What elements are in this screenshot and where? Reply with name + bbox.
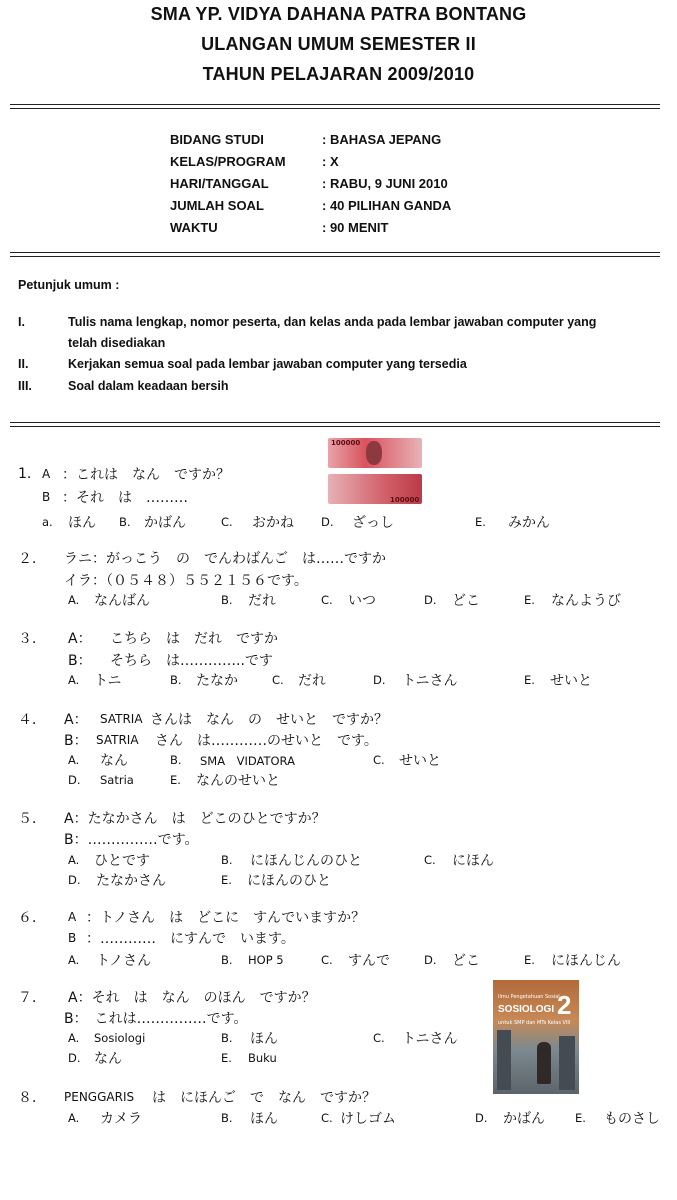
question-text: そちら は…………..です bbox=[110, 653, 273, 669]
info-label: KELAS/PROGRAM bbox=[170, 154, 286, 169]
question-text: B：……………です。 bbox=[64, 832, 199, 848]
book-subtitle: Ilmu Pengetahuan Sosial bbox=[498, 994, 560, 1000]
sosiologi-book-cover bbox=[493, 980, 579, 1094]
option-label: A. bbox=[68, 953, 80, 967]
option-text: ほん bbox=[250, 1111, 278, 1127]
question-word: PENGGARIS bbox=[64, 1090, 135, 1104]
option-text: だれ bbox=[298, 673, 326, 689]
info-value: : RABU, 9 JUNI 2010 bbox=[322, 176, 448, 191]
instructions-heading: Petunjuk umum : bbox=[18, 278, 120, 292]
option-text: なんようび bbox=[551, 593, 621, 609]
option-text: たなかさん bbox=[96, 873, 166, 889]
divider bbox=[10, 108, 660, 109]
instruction-number: I. bbox=[18, 315, 25, 329]
option-text: ものさし bbox=[604, 1111, 660, 1127]
banknote-value: 100000 bbox=[390, 496, 420, 504]
option-text: トニさん bbox=[402, 673, 458, 689]
option-label: B. bbox=[170, 673, 182, 687]
question-number: ５． bbox=[18, 811, 46, 827]
question-text: イラ：（０５４８）５５２１５６です。 bbox=[64, 573, 308, 589]
option-text: HOP 5 bbox=[248, 953, 284, 967]
question-text: ：これは なん ですか？ bbox=[62, 467, 230, 483]
option-label: E. bbox=[221, 873, 232, 887]
question-text: ：トノさん は どこに すんでいますか？ bbox=[86, 910, 366, 926]
option-text: なんのせいと bbox=[196, 773, 280, 789]
option-label: A. bbox=[68, 1031, 80, 1045]
option-label: C. bbox=[221, 515, 233, 529]
question-text: ：………… にすんで います。 bbox=[86, 931, 295, 947]
question-number: ６． bbox=[18, 910, 46, 926]
speaker-label: B： bbox=[64, 733, 88, 749]
question-text: は にほんご で なん ですか？ bbox=[152, 1090, 376, 1106]
option-text: なんばん bbox=[94, 593, 150, 609]
portrait-shape bbox=[366, 441, 382, 465]
banknote-front bbox=[328, 438, 422, 468]
book-subtitle: untuk SMP dan MTs Kelas VIII bbox=[498, 1020, 571, 1026]
question-text: A：たなかさん は どこのひとですか？ bbox=[64, 811, 326, 827]
question-text: さんは なん の せいと ですか？ bbox=[150, 712, 388, 728]
option-label: C. bbox=[373, 1031, 385, 1045]
option-text: カメラ bbox=[100, 1111, 142, 1127]
book-number: 2 bbox=[557, 990, 572, 1020]
info-value: : BAHASA JEPANG bbox=[322, 132, 442, 147]
student-name: SATRIA bbox=[100, 712, 143, 726]
option-label: D. bbox=[424, 953, 437, 967]
option-label: E. bbox=[170, 773, 181, 787]
speaker-label: A bbox=[68, 910, 77, 924]
option-label: E. bbox=[575, 1111, 586, 1125]
option-label: C. bbox=[373, 753, 385, 767]
option-label: B. bbox=[221, 953, 233, 967]
option-text: なん bbox=[94, 1051, 122, 1067]
option-text: Buku bbox=[248, 1051, 277, 1065]
question-number: ７． bbox=[18, 990, 46, 1006]
info-value: : 40 PILIHAN GANDA bbox=[322, 198, 452, 213]
option-label: E. bbox=[524, 593, 535, 607]
building-shape bbox=[497, 1030, 511, 1090]
option-label: E. bbox=[475, 515, 486, 529]
option-label: A. bbox=[68, 853, 80, 867]
option-text: ほん bbox=[250, 1031, 278, 1047]
info-label: HARI/TANGGAL bbox=[170, 176, 269, 191]
school-title: SMA YP. VIDYA DAHANA PATRA BONTANG bbox=[150, 4, 527, 24]
option-label: A. bbox=[68, 1111, 80, 1125]
option-text: Sosiologi bbox=[94, 1031, 146, 1045]
instruction-number: III. bbox=[18, 379, 32, 393]
option-label: B. bbox=[119, 515, 131, 529]
option-text: Satria bbox=[100, 773, 134, 787]
question-text: A：それ は なん のほん ですか？ bbox=[68, 990, 316, 1006]
option-text: ざっし bbox=[352, 515, 394, 531]
option-label: D. bbox=[475, 1111, 488, 1125]
divider bbox=[10, 104, 660, 105]
option-label: B. bbox=[170, 753, 182, 767]
question-text: こちら は だれ ですか bbox=[110, 631, 278, 647]
speaker-label: A： bbox=[68, 631, 92, 647]
question-number: ３． bbox=[18, 631, 46, 647]
option-text: なん bbox=[100, 753, 128, 769]
option-text: だれ bbox=[248, 593, 276, 609]
option-label: a. bbox=[42, 515, 53, 529]
option-text: かばん bbox=[144, 515, 186, 531]
info-label: WAKTU bbox=[170, 220, 218, 235]
option-label: B. bbox=[221, 853, 233, 867]
option-text: どこ bbox=[452, 953, 480, 969]
figure-shape bbox=[537, 1042, 551, 1084]
banknote-value: 100000 bbox=[331, 439, 361, 447]
speaker-label: A： bbox=[64, 712, 88, 728]
question-number: ２． bbox=[18, 551, 46, 567]
option-text: にほんじんのひと bbox=[250, 853, 362, 869]
option-label: B. bbox=[221, 1031, 233, 1045]
divider bbox=[10, 256, 660, 257]
option-label: E. bbox=[524, 953, 535, 967]
question-text: B： これは……………です。 bbox=[64, 1011, 248, 1027]
option-label: A. bbox=[68, 593, 80, 607]
option-label: C. bbox=[321, 953, 333, 967]
banknote-back bbox=[328, 474, 422, 504]
option-text: せいと bbox=[550, 673, 592, 689]
divider bbox=[10, 252, 660, 253]
option-text: にほん bbox=[452, 853, 494, 869]
option-label: B. bbox=[221, 1111, 233, 1125]
speaker-label: A bbox=[42, 467, 51, 481]
instruction-text: telah disediakan bbox=[68, 336, 166, 350]
option-label: E. bbox=[524, 673, 535, 687]
speaker-label: B bbox=[68, 931, 77, 945]
question-number: ８． bbox=[18, 1090, 46, 1106]
divider bbox=[10, 426, 660, 427]
info-label: BIDANG STUDI bbox=[170, 132, 264, 147]
option-label: D. bbox=[321, 515, 334, 529]
option-text: けしゴム bbox=[340, 1111, 396, 1127]
option-text: トニ bbox=[94, 673, 122, 689]
exam-title: ULANGAN UMUM SEMESTER II bbox=[201, 34, 476, 54]
book-title: SOSIOLOGI bbox=[498, 1004, 555, 1015]
option-text: にほんじん bbox=[551, 953, 621, 969]
option-label: E. bbox=[221, 1051, 232, 1065]
option-label: C. bbox=[424, 853, 436, 867]
option-text: どこ bbox=[452, 593, 480, 609]
option-label: D. bbox=[424, 593, 437, 607]
banknote-image bbox=[328, 438, 422, 504]
option-label: D. bbox=[68, 773, 81, 787]
question-text: ：それ は ……… bbox=[62, 490, 188, 506]
option-label: D. bbox=[373, 673, 386, 687]
info-value: : X bbox=[322, 154, 339, 169]
option-label: C. bbox=[321, 1111, 333, 1125]
option-text: いつ bbox=[348, 593, 376, 609]
instruction-text: Tulis nama lengkap, nomor peserta, dan kelas anda pada lembar jawaban computer yang bbox=[68, 315, 597, 329]
instruction-text: Soal dalam keadaan bersih bbox=[68, 379, 229, 393]
building-shape bbox=[559, 1036, 575, 1090]
option-text: かばん bbox=[503, 1111, 545, 1127]
instruction-text: Kerjakan semua soal pada lembar jawaban computer yang tersedia bbox=[68, 357, 467, 371]
option-text: すんで bbox=[348, 953, 390, 969]
option-label: A. bbox=[68, 673, 80, 687]
option-label: A. bbox=[68, 753, 80, 767]
year-title: TAHUN PELAJARAN 2009/2010 bbox=[202, 64, 475, 84]
question-text: ラニ：がっこう の でんわばんご は……ですか bbox=[64, 551, 386, 567]
option-text: トニさん bbox=[402, 1031, 458, 1047]
option-text: SMA VIDATORA bbox=[200, 754, 295, 768]
option-text: おかね bbox=[252, 515, 294, 531]
option-text: ひとです bbox=[94, 853, 150, 869]
question-text: さん は…………のせいと です。 bbox=[155, 733, 378, 749]
option-text: たなか bbox=[196, 673, 238, 689]
info-label: JUMLAH SOAL bbox=[170, 198, 264, 213]
option-label: D. bbox=[68, 873, 81, 887]
option-label: C. bbox=[321, 593, 333, 607]
instruction-number: II. bbox=[18, 357, 29, 371]
speaker-label: B： bbox=[68, 653, 92, 669]
question-number: 1. bbox=[18, 466, 32, 482]
option-text: トノさん bbox=[96, 953, 152, 969]
option-label: C. bbox=[272, 673, 284, 687]
option-text: ほん bbox=[68, 515, 96, 531]
speaker-label: B bbox=[42, 490, 51, 504]
info-value: : 90 MENIT bbox=[322, 220, 389, 235]
option-label: B. bbox=[221, 593, 233, 607]
question-number: ４． bbox=[18, 712, 46, 728]
student-name: SATRIA bbox=[96, 733, 139, 747]
option-text: にほんのひと bbox=[247, 873, 331, 889]
divider bbox=[10, 422, 660, 423]
option-text: せいと bbox=[399, 753, 441, 769]
option-label: D. bbox=[68, 1051, 81, 1065]
option-text: みかん bbox=[508, 515, 550, 531]
